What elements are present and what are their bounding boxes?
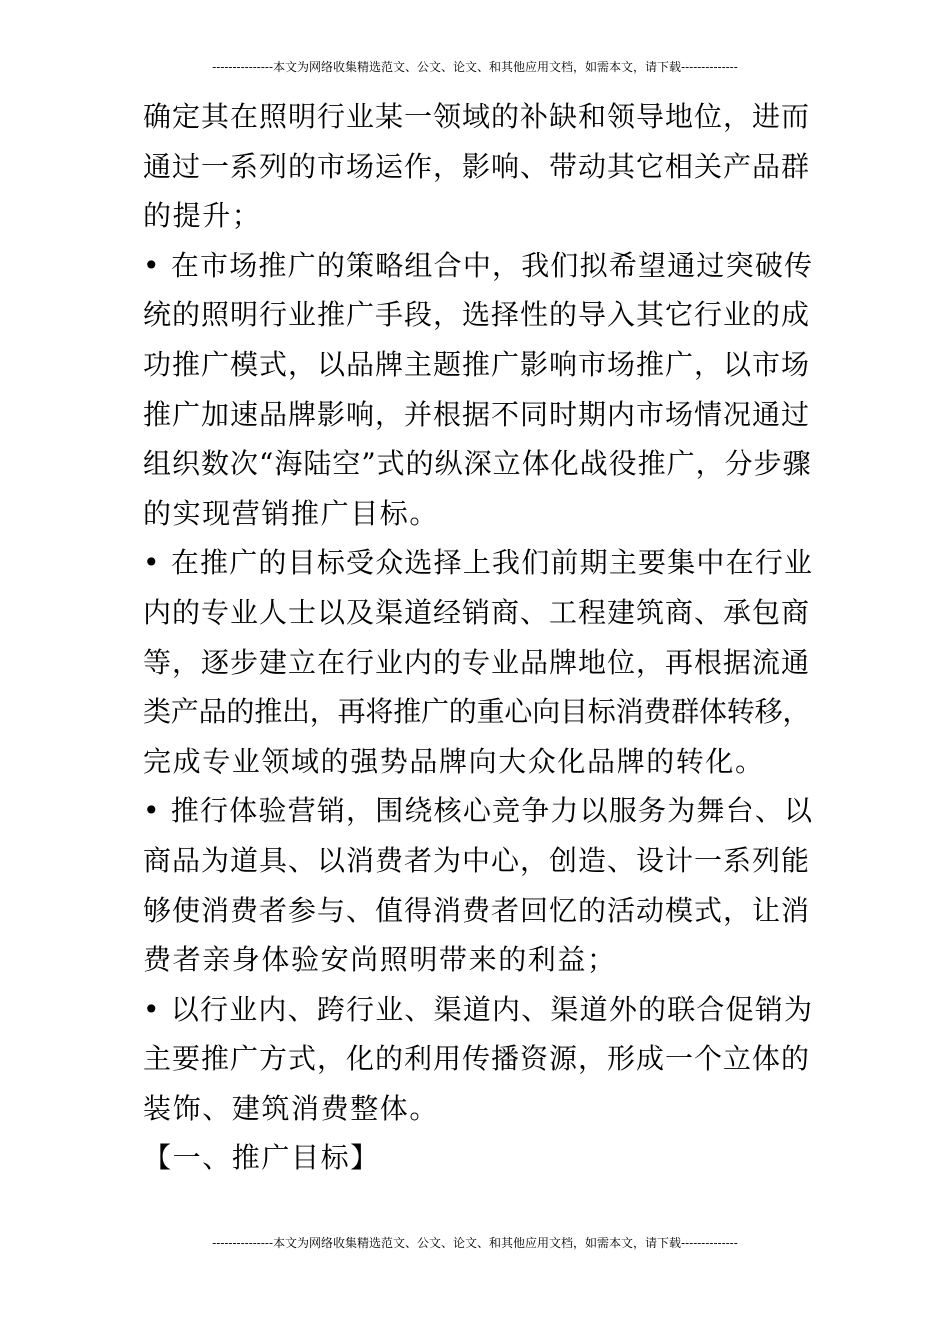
- bullet-line: • 在市场推广的策略组合中，我们拟希望通过突破传: [143, 248, 814, 282]
- text-line: 装饰、建筑消费整体。: [143, 1091, 440, 1125]
- document-body: [143, 92, 813, 1183]
- bullet-line: • 在推广的目标受众选择上我们前期主要集中在行业: [143, 546, 814, 580]
- text-line: 组织数次“海陆空”式的纵深立体化战役推广，分步骤: [143, 447, 812, 481]
- text-line: 等，逐步建立在行业内的专业品牌地位，再根据流通: [143, 645, 811, 679]
- text-line: 完成专业领域的强势品牌向大众化品牌的转化。: [143, 744, 765, 778]
- page-header: ---------------本文为网络收集精选范文、公文、论文、和其他应用文档，如需本文，请下载--------------: [212, 60, 738, 74]
- section-heading: 【一、推广目标】: [143, 1141, 380, 1175]
- text-line: 功推广模式，以品牌主题推广影响市场推广，以市场: [143, 347, 811, 381]
- bullet-line: • 推行体验营销，围绕核心竞争力以服务为舞台、以: [143, 794, 814, 828]
- text-line: 的提升；: [143, 199, 262, 233]
- text-line: 推广加速品牌影响，并根据不同时期内市场情况通过: [143, 397, 811, 431]
- text-line: 主要推广方式，化的利用传播资源，形成一个立体的: [143, 1042, 811, 1076]
- bullet-line: • 以行业内、跨行业、渠道内、渠道外的联合促销为: [143, 992, 814, 1026]
- text-line: 费者亲身体验安尚照明带来的利益；: [143, 943, 617, 977]
- text-line: 确定其在照明行业某一领域的补缺和领导地位，进而: [143, 100, 811, 133]
- text-line: 类产品的推出，再将推广的重心向目标消费群体转移，: [143, 695, 811, 729]
- text-line: 商品为道具、以消费者为中心，创造、设计一系列能: [143, 843, 811, 877]
- text-line: 内的专业人士以及渠道经销商、工程建筑商、承包商: [143, 595, 811, 629]
- page-footer: ---------------本文为网络收集精选范文、公文、论文、和其他应用文档，如需本文，请下载--------------: [212, 1236, 738, 1250]
- text-line: 统的照明行业推广手段，选择性的导入其它行业的成: [143, 298, 811, 332]
- text-line: 够使消费者参与、值得消费者回忆的活动模式，让消: [143, 893, 811, 927]
- text-line: 的实现营销推广目标。: [143, 496, 440, 530]
- text-line: 通过一系列的市场运作，影响、带动其它相关产品群: [143, 149, 811, 183]
